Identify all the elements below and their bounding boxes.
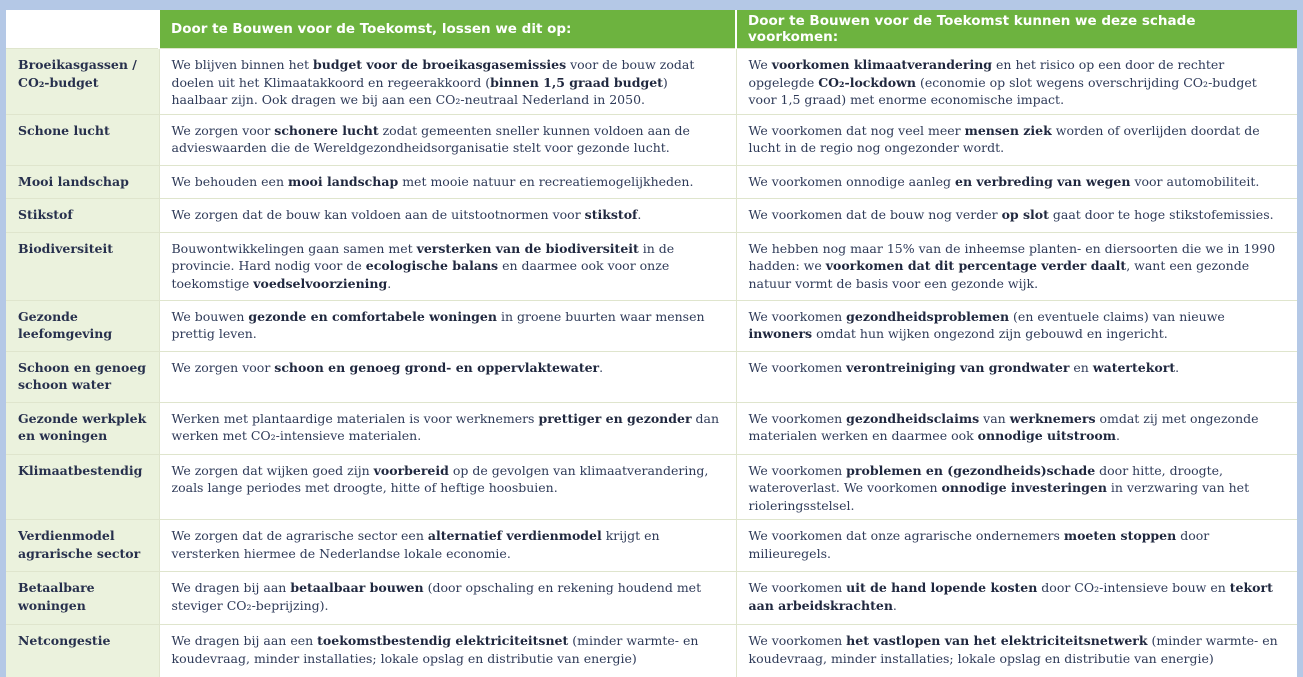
table-row (6, 165, 1297, 198)
body-text: in de provincie. Hard nodig voor de (171, 240, 675, 273)
solve-cell (159, 520, 736, 572)
body-text: en daarmee ook voor onze toekomstige (171, 258, 670, 291)
body-text: We hebben nog maar 15% van de inheemse planten- en diersoorten die we in 1990 hadden: we (748, 240, 1276, 273)
body-text: worden of overlijden doordat de lucht in de regio nog ongezonder wordt. (748, 122, 1260, 155)
row-label: Schone lucht (6, 114, 159, 165)
body-text: We voorkomen onnodige aanleg (748, 173, 956, 189)
table-row (6, 300, 1297, 351)
table-row (6, 572, 1297, 625)
solve-cell (159, 198, 736, 232)
body-text: We blijven binnen het (171, 57, 314, 72)
body-text: (economie op slot wegens overschrijding CO₂-budget voor 1,5 graad) met enorme economische impact. (748, 74, 1257, 107)
solve-cell (159, 351, 736, 402)
table-row (6, 49, 1297, 115)
emphasis-text: gezonde en comfortabele woningen (248, 308, 497, 324)
header-prevent: Door te Bouwen voor de Toekomst kunnen we deze schade voorkomen: (736, 10, 1297, 49)
emphasis-text: uit de hand lopende kosten (846, 580, 1038, 595)
body-text: op de gevolgen van klimaatverandering, zoals lange periodes met droogte, hitte of heftige hoosbuien. (171, 462, 709, 495)
solve-cell (159, 402, 736, 454)
body-text: . (1175, 359, 1180, 375)
table-header-row (6, 10, 1297, 49)
row-label: Gezonde leefomgeving (6, 300, 159, 351)
solve-cell (159, 454, 736, 520)
prevent-cell (736, 454, 1297, 520)
emphasis-text: verontreiniging van grondwater (846, 359, 1070, 375)
row-label: Netcongestie (6, 625, 159, 677)
body-text: . (1115, 428, 1120, 443)
body-text: in verzwaring van het rioleringsstelsel. (748, 480, 1250, 513)
body-text: zodat gemeenten sneller kunnen voldoen aan de advieswaarden die de Wereldgezondheidsorganisatie stelt voor gezonde lucht. (171, 122, 690, 155)
solve-cell (159, 165, 736, 198)
emphasis-text: onnodige investeringen (941, 480, 1107, 495)
body-text: We dragen bij aan een (171, 633, 318, 648)
body-text: voor de bouw zodat doelen uit het Klimaatakkoord en regeerakkoord ( (171, 57, 695, 90)
prevent-cell (736, 351, 1297, 402)
body-text: We zorgen dat de bouw kan voldoen aan de uitstootnormen voor (171, 206, 585, 222)
body-text: (minder warmte- en koudevraag, minder installaties; lokale opslag en distributie van energie) (748, 633, 1278, 666)
table-row (6, 402, 1297, 454)
body-text: We voorkomen (748, 308, 847, 324)
body-text: We voorkomen dat de bouw nog verder (748, 206, 1002, 222)
body-text: We voorkomen (748, 580, 847, 595)
row-label: Betaalbare woningen (6, 572, 159, 625)
body-text: door hitte, droogte, wateroverlast. We voorkomen (748, 462, 1224, 495)
body-text: We voorkomen (748, 633, 847, 648)
prevent-cell (736, 300, 1297, 351)
solve-cell (159, 49, 736, 115)
row-label: Biodiversiteit (6, 232, 159, 300)
body-text: van (979, 410, 1010, 426)
solve-cell (159, 572, 736, 625)
emphasis-text: moeten stoppen (1063, 528, 1177, 543)
emphasis-text: voorbereid (373, 462, 449, 478)
table-row (6, 520, 1297, 572)
body-text: voor automobiliteit. (1130, 173, 1260, 189)
body-text: omdat hun wijken ongezond zijn gebouwd en ingericht. (812, 326, 1168, 341)
solve-cell (159, 114, 736, 165)
emphasis-text: gezondheidsproblemen (846, 308, 1010, 324)
body-text: We zorgen dat wijken goed zijn (171, 462, 374, 478)
body-text: krijgt en versterken hiermee de Nederlandse lokale economie. (171, 528, 660, 561)
emphasis-text: watertekort (1092, 359, 1176, 375)
emphasis-text: stikstof (584, 206, 638, 222)
emphasis-text: schoon en genoeg grond- en oppervlaktewater (274, 359, 600, 375)
prevent-cell (736, 114, 1297, 165)
table-row (6, 351, 1297, 402)
row-label: Broeikasgassen / CO₂-budget (6, 49, 159, 115)
emphasis-text: op slot (1001, 206, 1049, 222)
body-text: gaat door te hoge stikstofemissies. (1048, 206, 1274, 222)
table-row (6, 114, 1297, 165)
body-text: en het risico op een door de rechter opgelegde (748, 57, 1225, 90)
emphasis-text: prettiger en gezonder (538, 410, 692, 426)
body-text: . (637, 206, 642, 222)
row-label: Schoon en genoeg schoon water (6, 351, 159, 402)
body-text: We voorkomen dat nog veel meer (748, 122, 965, 138)
solve-cell (159, 300, 736, 351)
body-text: in groene buurten waar mensen prettig leven. (171, 308, 705, 341)
emphasis-text: tekort aan arbeidskrachten (748, 580, 1273, 613)
body-text: We voorkomen (748, 462, 847, 478)
solve-cell (159, 232, 736, 300)
prevent-cell (736, 625, 1297, 677)
body-text: dan werken met CO₂-intensieve materialen. (171, 410, 720, 443)
emphasis-text: mensen ziek (964, 122, 1052, 138)
emphasis-text: budget voor de broeikasgasemissies (313, 57, 567, 72)
emphasis-text: problemen en (gezondheids)schade (846, 462, 1096, 478)
body-text: door CO₂-intensieve bouw en (1037, 580, 1230, 595)
emphasis-text: voedselvoorziening (253, 275, 388, 291)
body-text: (en eventuele claims) van nieuwe (1009, 308, 1225, 324)
emphasis-text: en verbreding van wegen (955, 173, 1131, 189)
emphasis-text: alternatief verdienmodel (427, 528, 602, 543)
body-text: We dragen bij aan (171, 580, 291, 595)
body-text: We voorkomen (748, 359, 847, 375)
row-label: Gezonde werkplek en woningen (6, 402, 159, 454)
header-corner (6, 10, 159, 49)
table-row (6, 454, 1297, 520)
body-text: en (1069, 359, 1093, 375)
body-text: . (892, 597, 897, 613)
solve-cell (159, 625, 736, 677)
prevent-cell (736, 198, 1297, 232)
body-text: We bouwen (171, 308, 249, 324)
body-text: ) haalbaar zijn. Ook dragen we bij aan een CO₂-neutraal Nederland in 2050. (171, 74, 668, 107)
prevent-cell (736, 165, 1297, 198)
body-text: Bouwontwikkelingen gaan samen met (171, 240, 417, 256)
table-row (6, 625, 1297, 677)
body-text: We zorgen dat de agrarische sector een (171, 528, 428, 543)
header-solve: Door te Bouwen voor de Toekomst, lossen we dit op: (159, 10, 736, 49)
emphasis-text: voorkomen klimaatverandering (771, 57, 993, 72)
body-text: met mooie natuur en recreatiemogelijkheden. (398, 173, 694, 189)
emphasis-text: CO₂-lockdown (818, 74, 916, 90)
emphasis-text: werknemers (1009, 410, 1096, 426)
row-label: Klimaatbestendig (6, 454, 159, 520)
prevent-cell (736, 49, 1297, 115)
body-text: door milieuregels. (748, 528, 1210, 561)
emphasis-text: binnen 1,5 graad budget (490, 74, 663, 90)
row-label: Stikstof (6, 198, 159, 232)
table-row (6, 198, 1297, 232)
emphasis-text: toekomstbestendig elektriciteitsnet (317, 633, 569, 648)
body-text: omdat zij met ongezonde materialen werken en daarmee ook (748, 410, 1259, 443)
prevent-cell (736, 572, 1297, 625)
emphasis-text: onnodige uitstroom (977, 428, 1116, 443)
body-text: We voorkomen dat onze agrarische ondernemers (748, 528, 1064, 543)
body-text: We (748, 57, 772, 72)
row-label: Mooi landschap (6, 165, 159, 198)
body-text: We voorkomen (748, 410, 847, 426)
body-text: We zorgen voor (171, 122, 275, 138)
emphasis-text: ecologische balans (365, 258, 499, 273)
emphasis-text: mooi landschap (287, 173, 399, 189)
row-label: Verdienmodel agrarische sector (6, 520, 159, 572)
emphasis-text: het vastlopen van het elektriciteitsnetwerk (846, 633, 1148, 648)
emphasis-text: voorkomen dat dit percentage verder daalt (825, 258, 1127, 273)
emphasis-text: versterken van de biodiversiteit (416, 240, 639, 256)
body-text: We behouden een (171, 173, 288, 189)
benefits-table (6, 10, 1297, 677)
prevent-cell (736, 232, 1297, 300)
body-text: Werken met plantaardige materialen is voor werknemers (171, 410, 539, 426)
benefits-table-frame (6, 10, 1297, 666)
emphasis-text: betaalbaar bouwen (290, 580, 424, 595)
body-text: . (387, 275, 392, 291)
prevent-cell (736, 520, 1297, 572)
prevent-cell (736, 402, 1297, 454)
emphasis-text: schonere lucht (274, 122, 379, 138)
body-text: . (599, 359, 604, 375)
body-text: We zorgen voor (171, 359, 275, 375)
table-row (6, 232, 1297, 300)
emphasis-text: gezondheidsclaims (846, 410, 980, 426)
body-text: , want een gezonde natuur vormt de basis voor een gezonde wijk. (748, 258, 1250, 291)
body-text: (door opschaling en rekening houdend met steviger CO₂-beprijzing). (171, 580, 702, 613)
body-text: (minder warmte- en koudevraag, minder installaties; lokale opslag en distributie van energie) (171, 633, 699, 666)
emphasis-text: inwoners (748, 326, 813, 341)
